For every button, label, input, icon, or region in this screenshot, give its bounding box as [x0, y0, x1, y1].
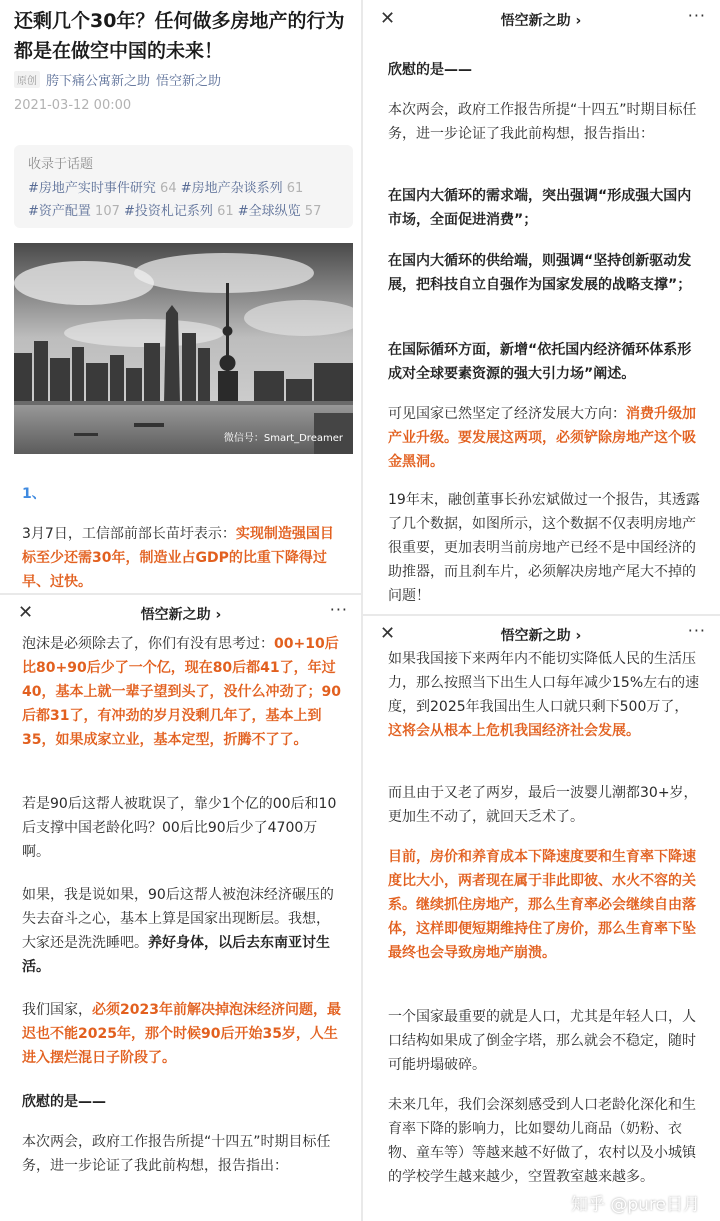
more-icon[interactable]: ···: [687, 6, 706, 25]
article-panel-4: [362, 615, 720, 1221]
highlight-text: 必须2023年前解决掉泡沫经济问题，最迟也不能2025年，那个时候90后开始35岁，人生进入摆烂混日子阶段了。: [22, 1002, 341, 1066]
more-icon[interactable]: ···: [329, 600, 348, 619]
paragraph-text: 可见国家已然坚定了经济发展大方向：: [388, 406, 626, 422]
account-title-link[interactable]: 悟空新之助 ›: [140, 607, 222, 623]
paragraph: [388, 402, 700, 474]
topic-count: 61: [286, 181, 304, 196]
topic-link[interactable]: #投资札记系列: [124, 204, 213, 219]
topic-count: 61: [217, 204, 234, 219]
close-icon[interactable]: ✕: [380, 8, 396, 29]
paragraph-text: 如果我国接下来两年内不能切实降低人民的生活压力，那么按照当下出生人口每年减少15%左右的速度，到2025年我国出生人口就只剩下500万了，: [388, 651, 700, 715]
article-meta: [14, 70, 221, 89]
paragraph: 未来几年，我们会深刻感受到人口老龄化深化和生育率下降的影响力，比如婴幼儿商品（奶粉、衣物、童车等）等越来越不好做了，农村以及小城镇的学校学生越来越少，空置教室越来越多。: [388, 1097, 696, 1185]
skyline-photo: [14, 243, 353, 454]
topics-header: 收录于话题: [28, 157, 94, 172]
paragraph-text: 如果，我是说如果，90后这帮人被泡沫经济碾压的失去奋斗之心，基本上算是国家出现断层。我想，大家还是洗洗睡吧。: [22, 887, 334, 951]
zhihu-watermark: 知乎 @pure日月: [570, 1195, 700, 1215]
panel-divider: [0, 593, 362, 595]
paragraph: 19年末，融创董事长孙宏斌做过一个报告，其透露了几个数据，如图所示，这个数据不仅表明房地产很重要，更加表明当前房地产已经不是中国经济的助推器，而且刹车片，必须解决房地产尾大不掉的问题！: [388, 492, 700, 604]
top-bar: [362, 0, 720, 36]
account-title-link[interactable]: 悟空新之助 ›: [500, 13, 582, 29]
topic-link[interactable]: #资产配置: [28, 204, 91, 219]
paragraph: [22, 522, 342, 594]
top-bar: [362, 615, 720, 651]
paragraph: [22, 632, 342, 752]
author-link[interactable]: 胯下痛公寓新之助: [46, 74, 151, 89]
paragraph: 本次两会，政府工作报告所提“十四五”时期目标任务，进一步论证了我此前构想，报告指出：: [388, 102, 697, 142]
section-number: 1、: [22, 486, 46, 502]
topic-link[interactable]: #全球纵览: [237, 204, 301, 219]
paragraph: [22, 883, 342, 979]
article-header-panel: [0, 0, 362, 594]
topic-count: 107: [95, 204, 120, 219]
account-title-link[interactable]: 悟空新之助 ›: [500, 628, 582, 644]
topic-link[interactable]: #房地产实时事件研究: [28, 181, 156, 196]
highlight-paragraph: 目前，房价和养育成本下降速度要和生育率下降速度比大小，两者现在属于非此即彼、水火不容的关系。继续抓住房地产，那么生育率必会继续自由落体，这样即便短期维持住了房价，那么生育率下坠最终也会导致房地产崩溃。: [388, 849, 696, 961]
highlight-text: 这将会从根本上危机我国经济社会发展。: [388, 723, 640, 739]
paragraph-heading: 欣慰的是——: [388, 62, 472, 78]
close-icon[interactable]: ✕: [18, 602, 34, 623]
publish-date: 2021-03-12 00:00: [14, 98, 132, 113]
paragraph: 本次两会，政府工作报告所提“十四五”时期目标任务，进一步论证了我此前构想，报告指出：: [22, 1134, 331, 1174]
paragraph: 在国内大循环的供给端，则强调“坚持创新驱动发展，把科技自立自强作为国家发展的战略支撑”；: [388, 253, 692, 293]
article-panel-3: [362, 0, 720, 615]
more-icon[interactable]: ···: [687, 621, 706, 640]
topics-box: [14, 145, 353, 228]
account-link[interactable]: 悟空新之助: [156, 74, 222, 89]
paragraph-text: 3月7日，工信部前部长苗圩表示：: [22, 526, 236, 542]
topics-row-1: [28, 177, 303, 196]
highlight-text: 00+10后比80+90后少了一个亿，现在80后都41了，年过40，基本上就一辈子望到头了，没什么冲劲了；90后都31了，有冲劲的岁月没剩几年了，基本上到35，如果成家立业，基本定型，折腾不了了。: [22, 636, 341, 748]
original-badge: 原创: [14, 71, 40, 88]
image-caption: 微信号：Smart_Dreamer: [223, 433, 343, 444]
paragraph: 而且由于又老了两岁，最后一波婴儿潮都30+岁，更加生不动了，就回天乏术了。: [388, 785, 698, 825]
paragraph: [388, 647, 700, 743]
panel-divider: [362, 614, 720, 616]
article-panel-2: [0, 594, 362, 1221]
paragraph: 在国际循环方面，新增“依托国内经济循环体系形成对全球要素资源的强大引力场”阐述。: [388, 342, 692, 382]
topic-count: 57: [304, 204, 322, 219]
bold-text: 养好身体，以后去东南亚讨生活。: [22, 935, 330, 975]
topic-link[interactable]: #房地产杂谈系列: [180, 181, 283, 196]
paragraph-text: 我们国家，: [22, 1002, 92, 1018]
article-title: 还剩几个30年？任何做多房地产的行为都是在做空中国的未来！: [14, 10, 345, 62]
topic-count: 64: [160, 181, 177, 196]
panel-divider: [361, 0, 363, 1221]
top-bar: [0, 594, 362, 630]
paragraph: 一个国家最重要的就是人口，尤其是年轻人口，人口结构如果成了倒金字塔，那么就会不稳定，随时可能坍塌破碎。: [388, 1009, 696, 1073]
topics-row-2: [28, 200, 321, 219]
highlight-text: 实现制造强国目标至少还需30年，制造业占GDP的比重下降得过早、过快。: [22, 526, 334, 590]
paragraph: 在国内大循环的需求端，突出强调“形成强大国内市场，全面促进消费”；: [388, 188, 692, 228]
close-icon[interactable]: ✕: [380, 623, 396, 644]
paragraph-text: 泡沫是必须除去了，你们有没有思考过：: [22, 636, 274, 652]
paragraph: [22, 998, 342, 1070]
paragraph: 若是90后这帮人被耽误了，靠少1个亿的00后和10后支撑中国老龄化吗？00后比90后少了4700万啊。: [22, 796, 337, 860]
paragraph-heading: 欣慰的是——: [22, 1094, 106, 1110]
skyline-image: [14, 243, 353, 454]
highlight-text: 消费升级加产业升级。要发展这两项，必须铲除房地产这个吸金黑洞。: [388, 406, 696, 470]
